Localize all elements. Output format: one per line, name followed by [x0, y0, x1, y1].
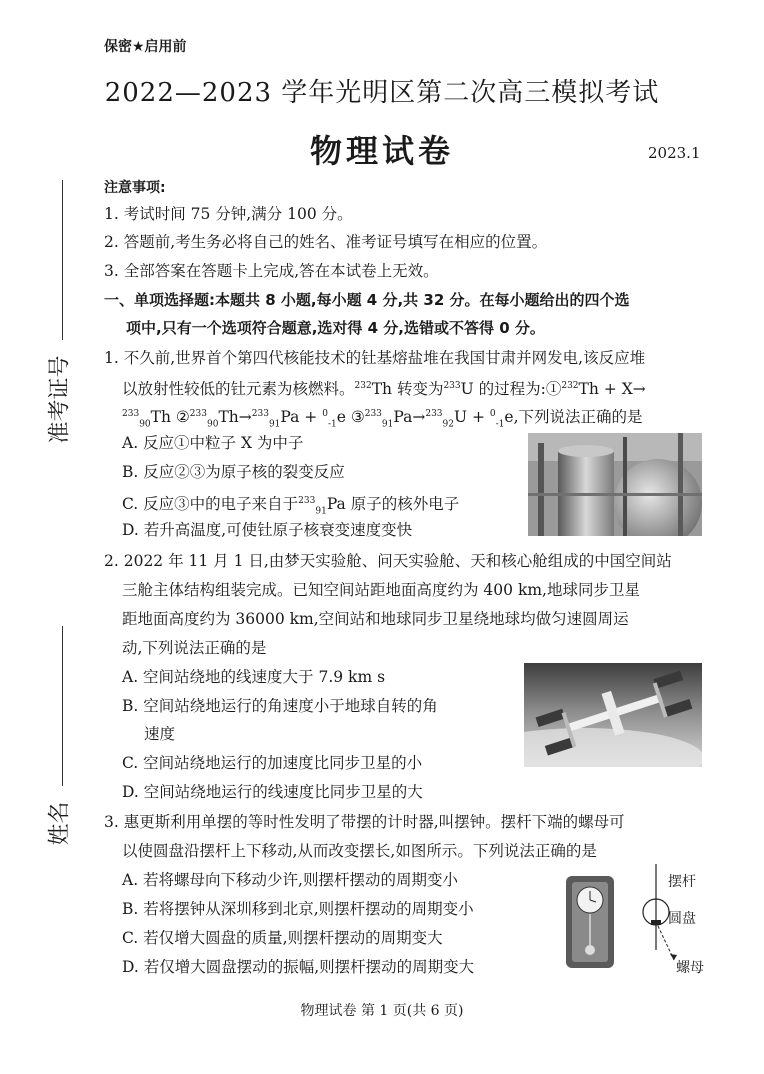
q3-option-a: A. 若将螺母向下移动少许,则摆杆摆动的周期变小	[122, 871, 458, 889]
name-blank-line	[62, 626, 63, 786]
q2-option-c: C. 空间站绕地运行的加速度比同步卫星的小	[122, 754, 423, 772]
exam-title: 2022—2023 学年光明区第二次高三模拟考试	[104, 78, 660, 108]
q2-option-b: B. 空间站绕地运行的角速度小于地球自转的角	[122, 697, 438, 715]
q3-option-c: C. 若仅增大圆盘的质量,则摆杆摆动的周期变大	[122, 929, 443, 947]
section-heading: 一、单项选择题:本题共 8 小题,每小题 4 分,共 32 分。在每小题给出的四个选	[104, 291, 630, 309]
subject-title: 物理试卷	[309, 132, 454, 170]
q1-option-c: C. 反应③中的电子来自于$^{233}_{91}$Pa 原子的核外电子	[122, 495, 460, 517]
reactor-photo	[528, 433, 702, 536]
notice-item: 3. 全部答案在答题卡上完成,答在本试卷上无效。	[104, 262, 439, 280]
fig-label-rod: 摆杆	[668, 874, 696, 890]
q3-stem: 3. 惠更斯利用单摆的等时性发明了带摆的计时器,叫摆钟。摆杆下端的螺母可	[104, 813, 625, 831]
q1-stem: 1. 不久前,世界首个第四代核能技术的钍基熔盐堆在我国甘肃并网发电,该反应堆	[104, 349, 646, 367]
q2-option-d: D. 空间站绕地运行的线速度比同步卫星的大	[122, 783, 423, 801]
q2-stem: 2. 2022 年 11 月 1 日,由梦天实验舱、问天实验舱、天和核心舱组成的中国空间站	[104, 552, 672, 570]
q3-option-d: D. 若仅增大圆盘摆动的振幅,则摆杆摆动的周期变大	[122, 958, 475, 976]
q2-option-b-cont: 速度	[144, 725, 176, 743]
name-label: 姓名	[47, 801, 73, 846]
q2-stem-line2: 三舱主体结构组装完成。已知空间站距地面高度约为 400 km,地球同步卫星	[122, 581, 640, 599]
q2-stem-line3: 距地面高度约为 36000 km,空间站和地球同步卫星绕地球均做匀速圆周运	[122, 610, 629, 628]
space-station-photo	[524, 663, 702, 767]
q1-option-d: D. 若升高温度,可使钍原子核衰变速度变快	[122, 521, 413, 539]
id-label: 准考证号	[47, 355, 73, 444]
q1-option-b: B. 反应②③为原子核的裂变反应	[122, 463, 345, 481]
q1-option-a: A. 反应①中粒子 X 为中子	[122, 434, 304, 452]
notice-item: 2. 答题前,考生务必将自己的姓名、准考证号填写在相应的位置。	[104, 233, 548, 251]
q3-stem-line2: 以使圆盘沿摆杆上下移动,从而改变摆长,如图所示。下列说法正确的是	[122, 842, 597, 860]
section-heading-cont: 项中,只有一个选项符合题意,选对得 4 分,选错或不答得 0 分。	[126, 319, 545, 337]
q2-option-a: A. 空间站绕地的线速度大于 7.9 km s	[122, 668, 386, 686]
page-footer: 物理试卷 第 1 页(共 6 页)	[300, 1003, 464, 1019]
q2-stem-line4: 动,下列说法正确的是	[122, 639, 267, 657]
q1-stem-line2: 以放射性较低的钍元素为核燃料。$^{232}$Th 转变为$^{233}$U 的过程为:①$^{232}$Th + X→	[122, 380, 646, 399]
fig-label-disc: 圆盘	[668, 911, 696, 927]
fig-label-nut: 螺母	[676, 960, 704, 976]
id-blank-line	[62, 180, 63, 340]
q3-option-b: B. 若将摆钟从深圳移到北京,则摆杆摆动的周期变小	[122, 900, 474, 918]
confidential-mark: 保密★启用前	[104, 39, 187, 55]
q1-stem-line3: $^{233}_{90}$Th ②$^{233}_{90}$Th→$^{233}_{91}$Pa + $^0_{-1}$e ③$^{233}_{91}$Pa→$^{233}_{92}$U + $^0_{-1}$e,下列说法正确的是	[122, 408, 643, 430]
notice-item: 1. 考试时间 75 分钟,满分 100 分。	[104, 205, 353, 223]
exam-date: 2023.1	[648, 144, 701, 162]
notice-title: 注意事项:	[104, 180, 166, 196]
